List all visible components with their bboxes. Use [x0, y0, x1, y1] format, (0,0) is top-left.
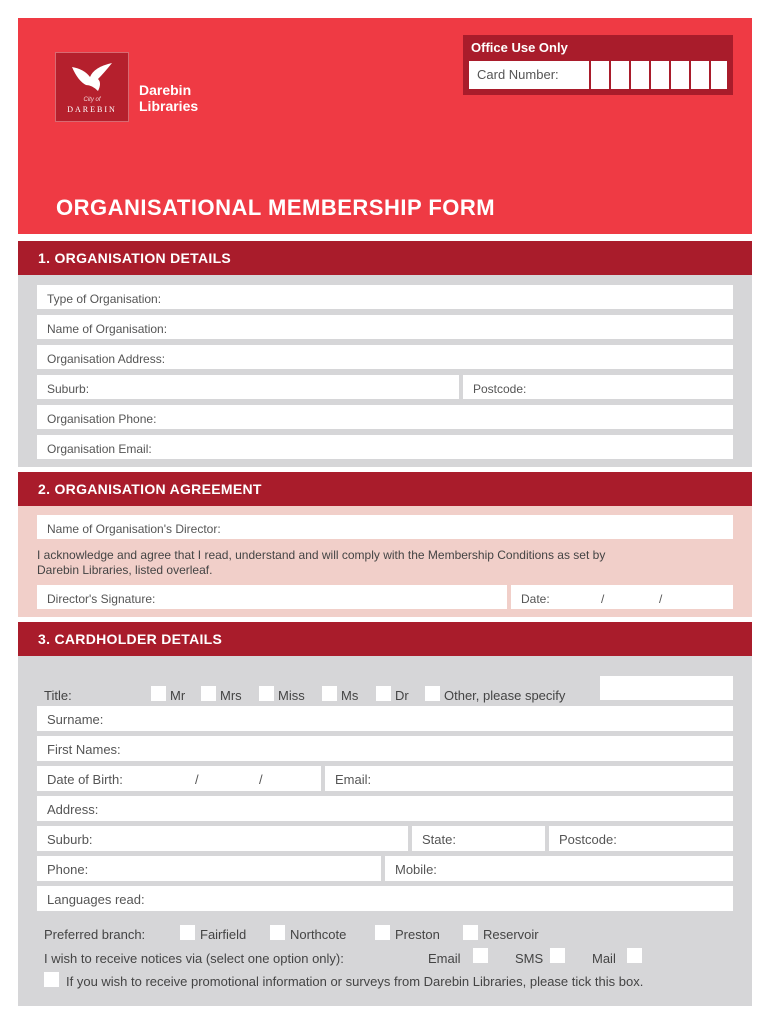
languages-field[interactable]: Languages read: — [37, 886, 733, 911]
org-postcode-field[interactable]: Postcode: — [463, 375, 733, 399]
org-email-field[interactable]: Organisation Email: — [37, 435, 733, 459]
section3-header: 3. CARDHOLDER DETAILS — [18, 622, 752, 656]
card-number-cell[interactable] — [629, 61, 649, 89]
dob-field[interactable] — [37, 766, 321, 791]
agreement-text — [37, 548, 737, 578]
card-number-cell[interactable] — [689, 61, 709, 89]
first-names-field[interactable]: First Names: — [37, 736, 733, 761]
title-other-input[interactable] — [600, 676, 733, 700]
date-slash: / — [659, 592, 663, 606]
org-name-field[interactable]: Name of Organisation: — [37, 315, 733, 339]
office-use-box — [463, 35, 733, 95]
branch-reservoir-label: Reservoir — [483, 927, 539, 942]
title-label: Title: — [44, 688, 72, 703]
notice-email-label: Email — [428, 951, 461, 966]
bird-icon — [68, 59, 118, 97]
branch-preston-label: Preston — [395, 927, 440, 942]
section2-header: 2. ORGANISATION AGREEMENT — [18, 472, 752, 506]
title-other-label: Other, please specify — [444, 688, 566, 703]
mobile-field[interactable]: Mobile: — [385, 856, 733, 881]
title-mrs-label: Mrs — [220, 688, 242, 703]
title-dr-checkbox[interactable] — [376, 686, 391, 701]
title-other-checkbox[interactable] — [425, 686, 440, 701]
notice-sms-label: SMS — [515, 951, 544, 966]
agreement-date-label: Date: — [521, 592, 550, 606]
date-slash: / — [601, 592, 605, 606]
section1-header: 1. ORGANISATION DETAILS — [18, 241, 752, 275]
org-suburb-field[interactable]: Suburb: — [37, 375, 459, 399]
dob-slash: / — [195, 772, 199, 787]
promo-checkbox[interactable] — [44, 972, 59, 987]
card-number-label: Card Number: — [477, 67, 559, 82]
branch-northcote-label: Northcote — [290, 927, 347, 942]
logo-city-text: DAREBIN — [67, 105, 117, 114]
surname-field[interactable]: Surname: — [37, 706, 733, 731]
branch-preston-checkbox[interactable] — [375, 925, 390, 940]
brand-line2: Libraries — [139, 98, 199, 114]
card-number-cell[interactable] — [709, 61, 729, 89]
card-number-cell[interactable] — [669, 61, 689, 89]
title-mr-label: Mr — [170, 688, 186, 703]
promo-label: If you wish to receive promotional information or surveys from Darebin Libraries, please tick this box. — [66, 974, 644, 989]
card-number-cell[interactable] — [649, 61, 669, 89]
address-field[interactable]: Address: — [37, 796, 733, 821]
title-mrs-checkbox[interactable] — [201, 686, 216, 701]
dob-slash: / — [259, 772, 263, 787]
agreement-line2: Darebin Libraries, listed overleaf. — [37, 563, 213, 577]
org-type-field[interactable]: Type of Organisation: — [37, 285, 733, 309]
suburb-field[interactable]: Suburb: — [37, 826, 408, 851]
email-field[interactable]: Email: — [325, 766, 733, 791]
notice-mail-checkbox[interactable] — [627, 948, 642, 963]
brand-line1: Darebin — [139, 82, 192, 98]
phone-field[interactable]: Phone: — [37, 856, 381, 881]
title-miss-label: Miss — [278, 688, 305, 703]
brand-name — [139, 82, 198, 114]
card-number-cell[interactable] — [609, 61, 629, 89]
card-number-cells — [589, 61, 729, 89]
title-dr-label: Dr — [395, 688, 409, 703]
notices-label: I wish to receive notices via (select one option only): — [44, 951, 344, 966]
dob-label: Date of Birth: — [47, 772, 123, 787]
director-signature-field[interactable]: Director's Signature: — [37, 585, 507, 609]
form-title: ORGANISATIONAL MEMBERSHIP FORM — [56, 195, 496, 220]
state-field[interactable]: State: — [412, 826, 545, 851]
org-phone-field[interactable]: Organisation Phone: — [37, 405, 733, 429]
org-address-field[interactable]: Organisation Address: — [37, 345, 733, 369]
agreement-date-field[interactable] — [511, 585, 733, 609]
title-miss-checkbox[interactable] — [259, 686, 274, 701]
postcode-field[interactable]: Postcode: — [549, 826, 733, 851]
branch-reservoir-checkbox[interactable] — [463, 925, 478, 940]
notice-mail-label: Mail — [592, 951, 616, 966]
branch-fairfield-label: Fairfield — [200, 927, 247, 942]
agreement-line1: I acknowledge and agree that I read, understand and will comply with the Membership Conditions as set by — [37, 548, 606, 562]
office-use-title: Office Use Only — [471, 40, 568, 55]
title-ms-label: Ms — [341, 688, 359, 703]
card-number-row — [469, 61, 727, 89]
title-mr-checkbox[interactable] — [151, 686, 166, 701]
branch-label: Preferred branch: — [44, 927, 146, 942]
branch-fairfield-checkbox[interactable] — [180, 925, 195, 940]
card-number-cell[interactable] — [589, 61, 609, 89]
notice-sms-checkbox[interactable] — [550, 948, 565, 963]
title-ms-checkbox[interactable] — [322, 686, 337, 701]
darebin-logo — [55, 52, 129, 122]
branch-northcote-checkbox[interactable] — [270, 925, 285, 940]
director-name-field[interactable]: Name of Organisation's Director: — [37, 515, 733, 539]
logo-small-text: City of — [83, 97, 101, 103]
notice-email-checkbox[interactable] — [473, 948, 488, 963]
